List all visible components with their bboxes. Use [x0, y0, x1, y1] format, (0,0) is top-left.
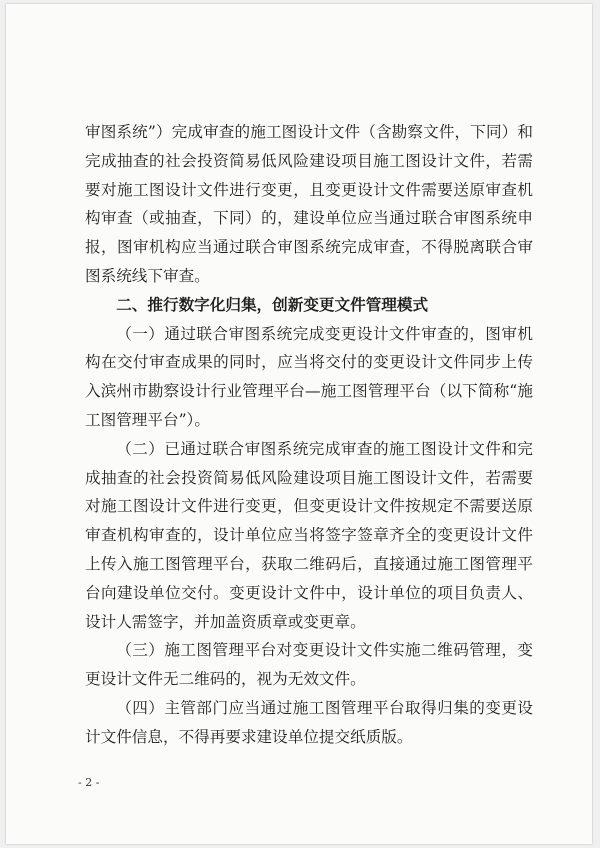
paragraph-continuation: 审图系统”）完成审查的施工图设计文件（含勘察文件，下同）和完成抽查的社会投资简易低风险建设项目施工图设计文件，若需要对施工图设计文件进行变更，且变更设计文件需要送原审查机构审查（或抽查，下同）的，建设单位应当通过联合审图系统申报，图审机构应当通过联合审图系统完成审查，不得脱离联合审图系统线下审查。: [85, 123, 533, 285]
section-heading: 二、推行数字化归集，创新变更文件管理模式: [116, 295, 429, 314]
document-page: [6, 4, 592, 844]
page-number: - 2 -: [78, 776, 100, 789]
paragraph-item-3: （三）施工图管理平台对变更设计文件实施二维码管理，变更设计文件无二维码的，视为无效文件。: [85, 641, 533, 689]
paragraph-item-2: （二）已通过联合审图系统完成审查的施工图设计文件和完成抽查的社会投资简易低风险建设项目施工图设计文件，若需要对施工图设计文件进行变更，但变更设计文件按规定不需要送原审查机构审查的，设计单位应当将签字签章齐全的变更设计文件上传入施工图管理平台，获取二维码后，直接通过施工图管理平台向建设单位交付。变更设计文件中，设计单位的项目负责人、设计人需签字，并加盖资质章或变更章。: [85, 439, 533, 631]
paragraph-item-1: （一）通过联合审图系统完成变更设计文件审查的，图审机构在交付审查成果的同时，应当将交付的变更设计文件同步上传入滨州市勘察设计行业管理平台—施工图管理平台（以下简称“施工图管理平台”）。: [85, 324, 533, 429]
paragraph-item-4: （四）主管部门应当通过施工图管理平台取得归集的变更设计文件信息，不得再要求建设单位提交纸质版。: [85, 698, 533, 746]
document-body: [85, 118, 533, 752]
